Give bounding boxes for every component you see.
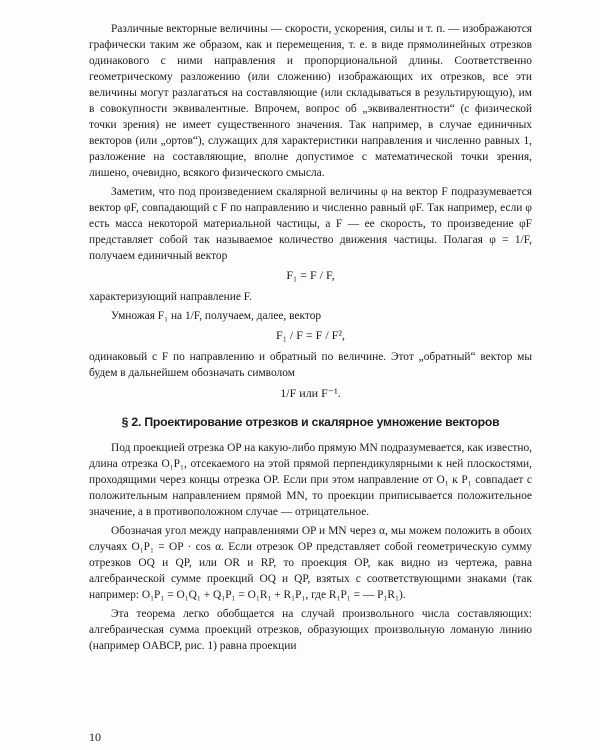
formula-unit-vector: F₁ = F / F, — [286, 268, 335, 282]
paragraph-multiplying: Умножая F₁ на 1/F, получаем, далее, вектор — [111, 310, 322, 322]
section-heading: § 2. Проектирование отрезков и скалярное умножение векторов — [121, 415, 500, 429]
paragraph-direction: характеризующий направление F. — [89, 291, 253, 303]
paragraph-vector-quantities: Различные векторные величины — скорости, ускорения, силы и т. п. — изображаются графически таким же образом, как и перемещения, т. е. в виде прямолинейных отрезков одинакового с ними направления и пропорциональной длины. Соответственно геометрическому разложению (или сложению) изображающих их отрезков, все эти величины могут разлагаться на составляющие (или складываться в результирующую), им в совокупности эквивалентные. Впрочем, вопрос об „эквивалентности“ (с физической точки зрения) не имеет существенного значения. Так например, в случае единичных векторов (или „ортов“), служащих для характеристики направления и численно равных 1, разложение на составляющие, вполне допустимое с математической точки зрения, лишено, очевидно, всякого физического смысла. — [89, 23, 532, 179]
paragraph-theorem: Эта теорема легко обобщается на случай произвольного числа составляющих: алгебраическая сумма проекций отрезков, образующих произвольную ломаную линию (например OABCP, рис. 1) равна проекции — [89, 608, 532, 652]
page-text — [89, 21, 532, 657]
page-number: 10 — [89, 730, 101, 744]
formula-inverse: F₁ / F = F / F², — [276, 328, 345, 342]
paragraph-scalar-product: Заметим, что под произведением скалярной величины φ на вектор F подразумевается вектор φF, совпадающий с F по направлению и численно равный φF. Так например, если φ есть масса некоторой материальной частицы, а F — ее скорость, то произведение φF представляет собой так называемое количество движения частицы. Полагая φ = 1/F, получаем единичный вектор — [89, 186, 532, 262]
formula-inverse-symbol: 1/F или F⁻¹. — [280, 386, 341, 400]
paragraph-inverse-vector: одинаковый с F по направлению и обратный по величине. Этот „обратный“ вектор мы будем в дальнейшем обозначать символом — [89, 351, 532, 379]
paragraph-angle: Обозначая угол между направлениями OP и MN через α, мы можем положить в обоих случаях O₁P₁ = OP · cos α. Если отрезок OP представляет собой геометрическую сумму отрезков OQ и QP, или OR и RP, то проекция OP, как видно из чертежа, равна алгебраической сумме проекций OQ и QP, взятых с соответствующими знаками (так например: O₁P₁ = O₁Q₁ + Q₁P₁ = O₁R₁ + R₁P₁, где R₁P₁ = — P₁R₁). — [89, 525, 532, 601]
paragraph-projection: Под проекцией отрезка OP на какую-либо прямую MN подразумевается, как известно, длина отрезка O₁P₁, отсекаемого на этой прямой перпендикулярными к ней плоскостями, проходящими через концы отрезка OP. Если при этом направление от O₁ к P₁ совпадает с положительным направлением прямой MN, то проекции приписывается положительное значение, а в противоположном случае — отрицательное. — [89, 442, 532, 518]
